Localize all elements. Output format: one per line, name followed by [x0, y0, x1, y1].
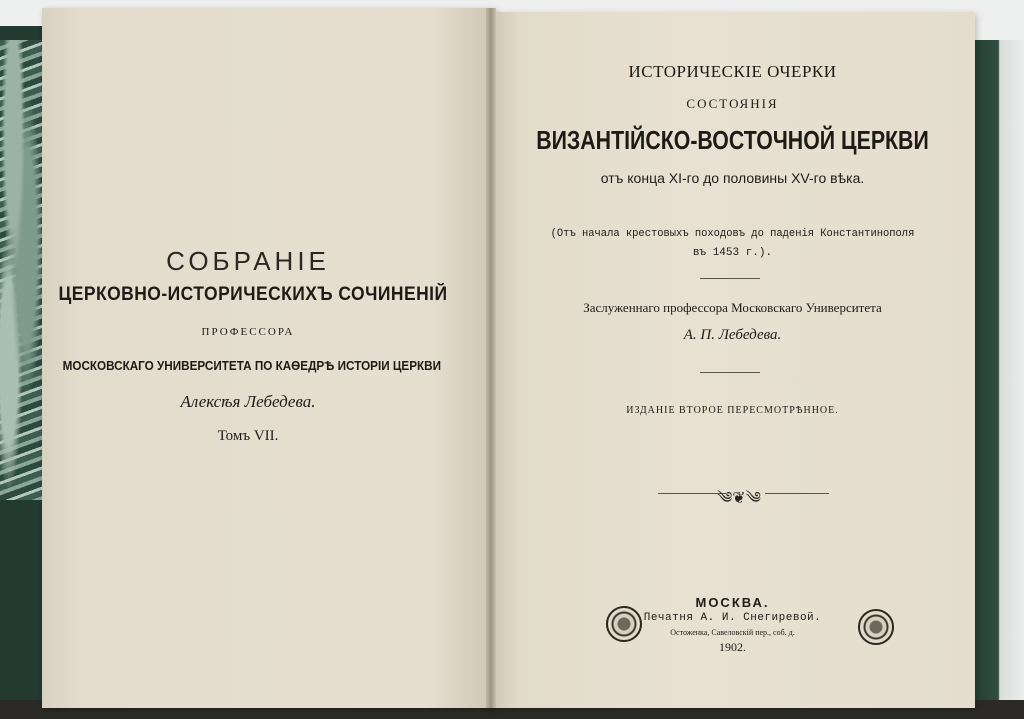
- right-divider-4: [765, 493, 829, 494]
- imprint-press: Печатня А. И. Снегиревой.: [643, 612, 822, 624]
- imprint-address: Остоженка, Савеловскій пер., соб. д.: [670, 628, 795, 637]
- marbled-endpaper: [0, 40, 44, 500]
- right-title-period: отъ конца XI-го до половины XV-го вѣка.: [600, 170, 865, 186]
- imprint-city: МОСКВА.: [695, 595, 770, 610]
- left-volume: Томъ VII.: [217, 428, 279, 444]
- right-divider-2: [700, 372, 760, 373]
- right-divider-3: [658, 493, 726, 494]
- right-title-line2: СОСТОЯНІЯ: [686, 96, 779, 111]
- book-gutter: [486, 8, 496, 708]
- right-author-name: А. П. Лебедева.: [683, 327, 782, 343]
- left-university-line: МОСКОВСКАГО УНИВЕРСИТЕТА ПО КАѲЕДРѢ ИСТОРІИ ЦЕРКВИ: [62, 358, 442, 373]
- left-collection-subtitle: ЦЕРКОВНО-ИСТОРИЧЕСКИХЪ СОЧИНЕНІЙ: [58, 284, 448, 305]
- right-title-line1: ИСТОРИЧЕСКІЕ ОЧЕРКИ: [628, 62, 837, 81]
- imprint-year: 1902.: [719, 640, 746, 654]
- left-professor-label: ПРОФЕССОРА: [201, 326, 295, 338]
- left-author-name: Алексѣя Лебедева.: [180, 392, 316, 411]
- left-page: [42, 8, 494, 708]
- right-divider-1: [700, 278, 760, 279]
- right-page: [490, 12, 975, 708]
- right-edition: ИЗДАНІЕ ВТОРОЕ ПЕРЕСМОТРѢННОЕ.: [626, 405, 839, 416]
- right-subtitle-line1: (Отъ начала крестовыхъ походовъ до паденія Константинополя: [550, 228, 915, 240]
- right-title-main: ВИЗАНТІЙСКО-ВОСТОЧНОЙ ЦЕРКВИ: [536, 125, 929, 155]
- right-author-line: Заслуженнаго профессора Московскаго Университета: [583, 300, 882, 315]
- left-collection-title: СОБРАНІЕ: [166, 246, 330, 276]
- ornament-flourish: ༄❦༄: [717, 490, 761, 507]
- right-subtitle-line2: въ 1453 г.).: [692, 247, 773, 259]
